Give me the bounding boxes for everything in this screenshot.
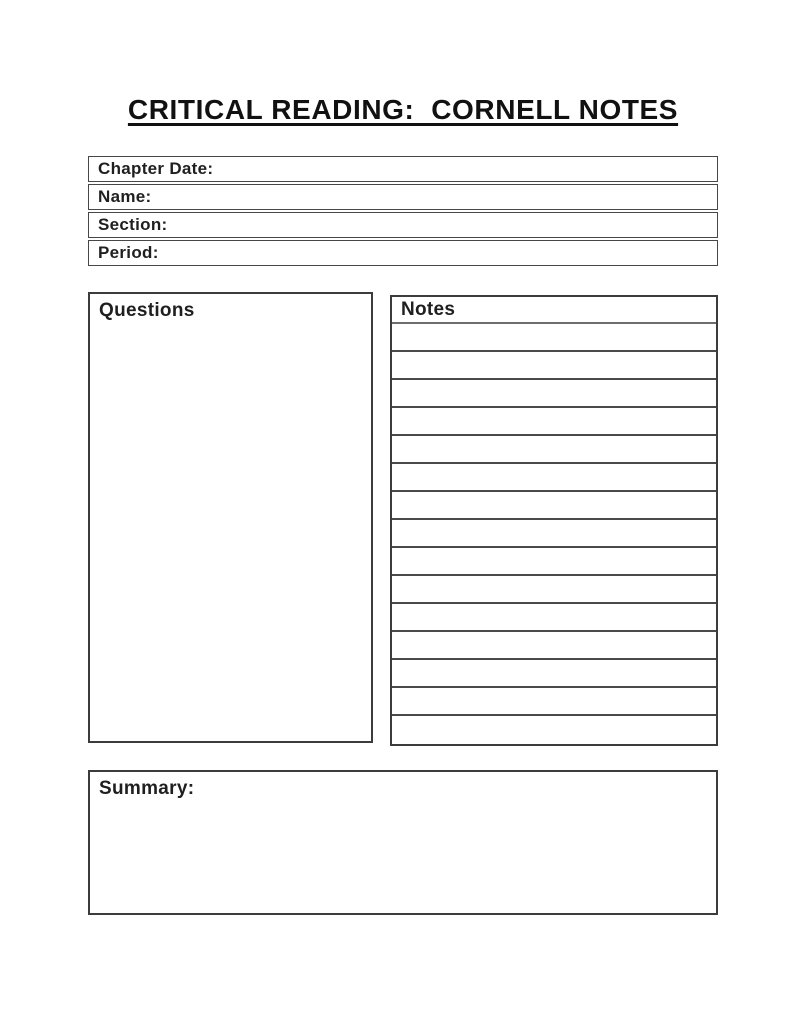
header-field-name: [88, 184, 718, 210]
questions-panel: [88, 292, 373, 743]
header-field-label: Chapter Date:: [98, 159, 214, 178]
note-row: [392, 492, 716, 520]
header-field-section: [88, 212, 718, 238]
header-field-label: Period:: [98, 243, 159, 262]
header-field-label: Name:: [98, 187, 152, 206]
page-title: CRITICAL READING: CORNELL NOTES: [127, 94, 679, 125]
header-field-period: [88, 240, 718, 266]
note-row: [392, 408, 716, 436]
summary-label: Summary:: [99, 778, 195, 799]
notes-columns: [88, 292, 718, 746]
note-row: [392, 352, 716, 380]
header-field-label: Section:: [98, 215, 168, 234]
note-row: [392, 660, 716, 688]
questions-label: Questions: [99, 300, 195, 321]
notes-header-row: [392, 297, 716, 324]
summary-panel: [88, 770, 718, 915]
header-fields-table: [88, 156, 718, 266]
notes-panel: [390, 295, 718, 746]
note-row: [392, 716, 716, 744]
note-row: [392, 576, 716, 604]
note-row: [392, 436, 716, 464]
note-row: [392, 604, 716, 632]
note-row: [392, 520, 716, 548]
note-row: [392, 548, 716, 576]
note-row: [392, 688, 716, 716]
notes-label: Notes: [401, 298, 456, 320]
note-row: [392, 632, 716, 660]
notes-rows: [392, 324, 716, 744]
header-field-chapter-date: [88, 156, 718, 182]
note-row: [392, 380, 716, 408]
note-row: [392, 464, 716, 492]
note-row: [392, 324, 716, 352]
page-content: [88, 0, 718, 915]
